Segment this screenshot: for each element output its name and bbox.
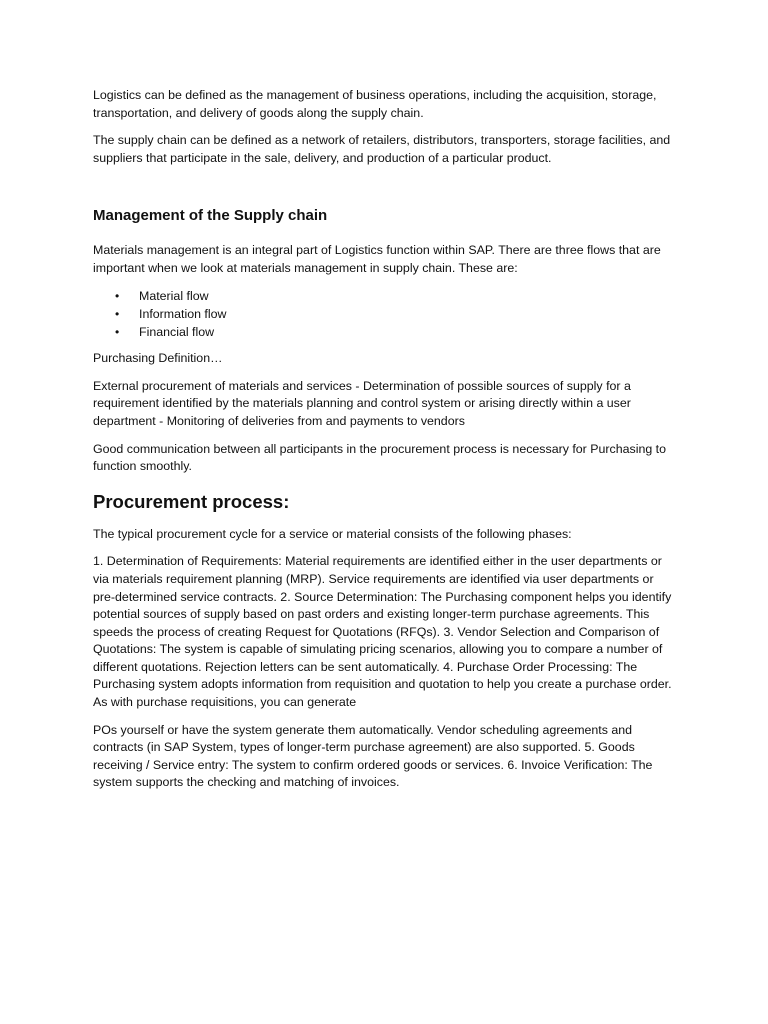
paragraph-good-communication: Good communication between all participants in the procurement process is necessary for Purchasing to function smoothly. <box>93 441 667 474</box>
paragraph-procurement-cycle: The typical procurement cycle for a service or material consists of the following phases: <box>93 526 572 541</box>
document-body <box>93 87 673 792</box>
list-item-financial-flow <box>93 323 673 341</box>
bullet-icon: • <box>115 288 120 303</box>
bullet-icon: • <box>115 324 120 339</box>
paragraph-logistics-definition: Logistics can be defined as the management of business operations, including the acquisition, storage, transportation, and delivery of goods along the supply chain. <box>93 88 657 120</box>
paragraph-supply-chain-definition: The supply chain can be defined as a network of retailers, distributors, transporters, storage facilities, and suppliers that participate in the sale, delivery, and production of a particular product. <box>93 133 671 165</box>
paragraph-purchasing-definition: Purchasing Definition… <box>93 351 223 366</box>
list-item-material-flow <box>93 287 673 305</box>
heading-procurement-process: Procurement process: <box>93 490 290 512</box>
heading-management-of-supply-chain: Management of the Supply chain <box>93 207 328 225</box>
paragraph-pos-and-invoices: POs yourself or have the system generate them automatically. Vendor scheduling agreements and contracts (in SAP System, types of longer-term purchase agreement) are also supported. 5. Goods receiving / Service entry: The system to confirm ordered goods or services. 6. Invoice Verification: The system supports the checking and matching of invoices. <box>93 722 653 790</box>
flows-list <box>93 287 673 342</box>
list-item-label: Material flow <box>139 288 209 303</box>
paragraph-procurement-phases: 1. Determination of Requirements: Material requirements are identified either in the user departments or via materials requirement planning (MRP). Service requirements are identified via user departments or pre-determined service contracts. 2. Source Determination: The Purchasing component helps you identify potential sources of supply based on past orders and existing longer-term purchase agreements. This speeds the process of creating Request for Quotations (RFQs). 3. Vendor Selection and Comparison of Quotations: The system is capable of simulating pricing scenarios, allowing you to compare a number of different quotations. Rejection letters can be sent automatically. 4. Purchase Order Processing: The Purchasing system adopts information from requisition and quotation to help you create a purchase order. As with purchase requisitions, you can generate <box>93 554 672 710</box>
list-item-label: Financial flow <box>139 324 215 339</box>
paragraph-external-procurement: External procurement of materials and services - Determination of possible sources of supply for a requirement identified by the materials planning and control system or arising directly within a user department - Monitoring of deliveries from and payments to vendors <box>93 378 631 428</box>
paragraph-materials-management: Materials management is an integral part of Logistics function within SAP. There are three flows that are important when we look at materials management in supply chain. These are: <box>93 243 661 275</box>
bullet-icon: • <box>115 306 120 321</box>
list-item-information-flow <box>93 305 673 323</box>
list-item-label: Information flow <box>139 306 227 321</box>
